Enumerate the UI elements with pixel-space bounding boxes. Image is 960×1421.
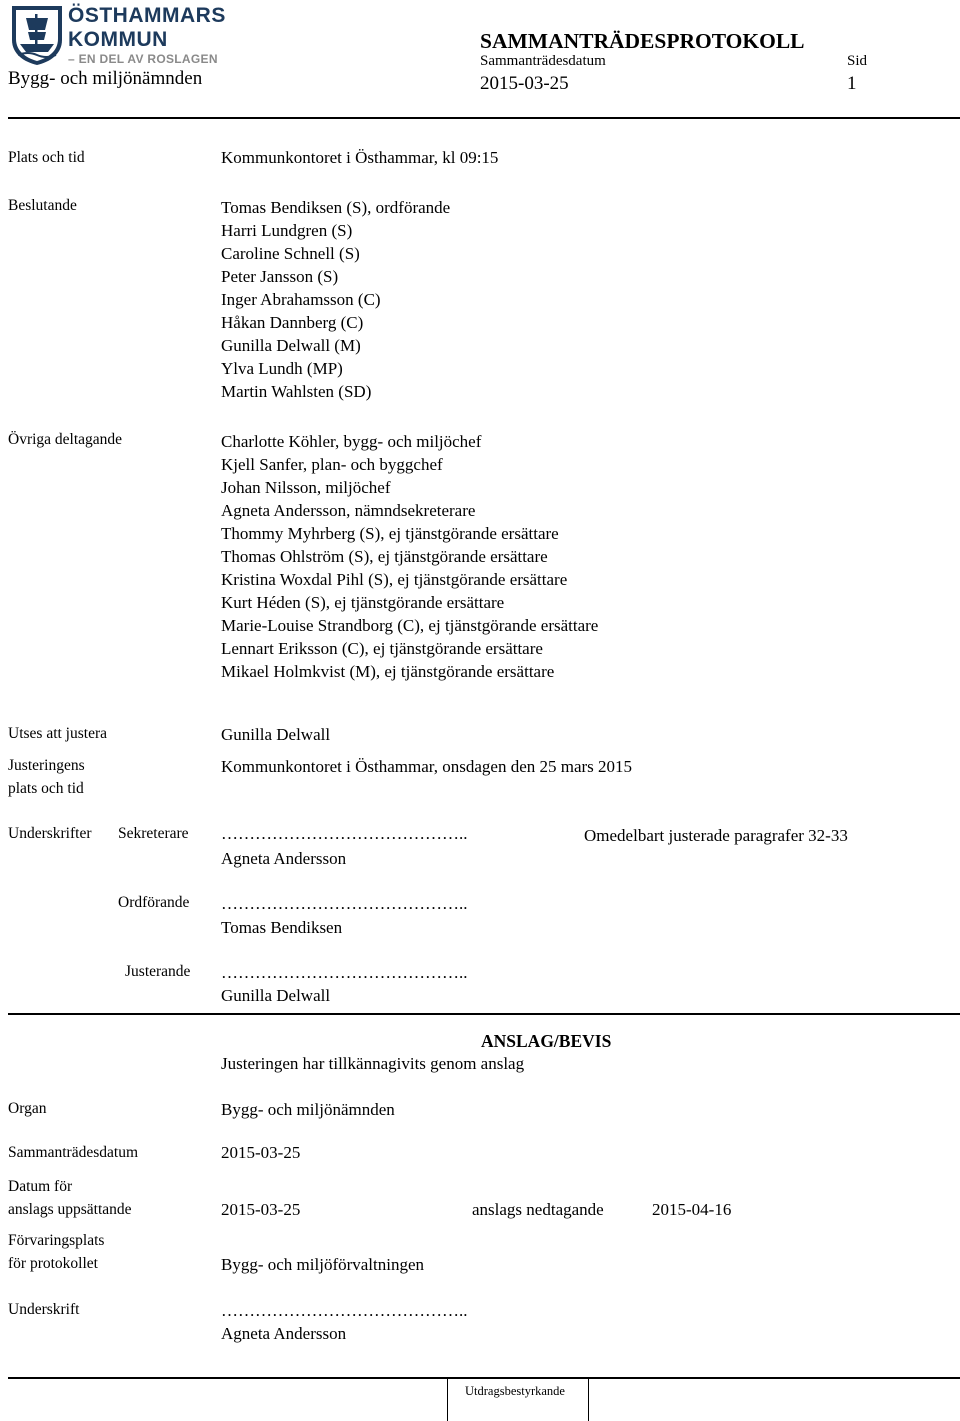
list-item: Charlotte Köhler, bygg- och miljöchef bbox=[221, 432, 482, 451]
list-item: Peter Jansson (S) bbox=[221, 267, 339, 286]
municipality-logo bbox=[8, 4, 66, 71]
page-label: Sid bbox=[847, 53, 868, 69]
list-item: Agneta Andersson, nämndsekreterare bbox=[221, 501, 476, 520]
secretary-role: Sekreterare bbox=[118, 825, 189, 842]
adjustment-place-value: Kommunkontoret i Östhammar, onsdagen den 25 mars 2015 bbox=[221, 757, 633, 776]
removed-date-label: anslags nedtagande bbox=[472, 1200, 604, 1219]
place-value: Kommunkontoret i Östhammar, kl 09:15 bbox=[221, 148, 499, 167]
list-item: Marie-Louise Strandborg (C), ej tjänstgörande ersättare bbox=[221, 616, 599, 635]
removed-date: 2015-04-16 bbox=[652, 1200, 732, 1219]
document-title: SAMMANTRÄDESPROTOKOLL bbox=[480, 29, 805, 53]
posted-date-label-2: anslags uppsättande bbox=[8, 1201, 132, 1218]
storage-value: Bygg- och miljöförvaltningen bbox=[221, 1255, 425, 1274]
storage-label-2: för protokollet bbox=[8, 1255, 98, 1272]
logo-line-2: KOMMUN bbox=[68, 28, 168, 51]
logo-line-1: ÖSTHAMMARS bbox=[68, 4, 226, 27]
adjuster-role: Justerande bbox=[125, 963, 191, 980]
list-item: Ylva Lundh (MP) bbox=[221, 359, 343, 378]
list-item: Johan Nilsson, miljöchef bbox=[221, 478, 391, 497]
secretary-name: Agneta Andersson bbox=[221, 849, 347, 868]
list-item: Kjell Sanfer, plan- och byggchef bbox=[221, 455, 443, 474]
adjuster-value: Gunilla Delwall bbox=[221, 725, 331, 744]
secretary-signature-line: …………………………………….. bbox=[221, 824, 468, 843]
committee-name: Bygg- och miljönämnden bbox=[8, 68, 203, 89]
notice-meeting-date: 2015-03-25 bbox=[221, 1143, 301, 1162]
date-label: Sammanträdesdatum bbox=[480, 53, 606, 69]
list-item: Tomas Bendiksen (S), ordförande bbox=[221, 198, 451, 217]
chair-role: Ordförande bbox=[118, 894, 190, 911]
signatures-divider bbox=[8, 1013, 960, 1015]
adjustment-place-label-1: Justeringens bbox=[8, 757, 85, 774]
organ-value: Bygg- och miljönämnden bbox=[221, 1100, 395, 1119]
posted-date-label-1: Datum för bbox=[8, 1178, 73, 1195]
signature-label: Underskrift bbox=[8, 1301, 80, 1318]
chair-signature-line: …………………………………….. bbox=[221, 894, 468, 913]
list-item: Håkan Dannberg (C) bbox=[221, 313, 364, 332]
list-item: Thommy Myhrberg (S), ej tjänstgörande ersättare bbox=[221, 524, 559, 543]
list-item: Caroline Schnell (S) bbox=[221, 244, 360, 263]
others-label: Övriga deltagande bbox=[8, 431, 123, 448]
adjusted-paragraphs-note: Omedelbart justerade paragrafer 32-33 bbox=[584, 826, 848, 845]
list-item: Gunilla Delwall (M) bbox=[221, 336, 361, 355]
header-divider bbox=[8, 117, 960, 119]
notice-subheading: Justeringen har tillkännagivits genom anslag bbox=[221, 1054, 525, 1073]
verifier-label: Utdragsbestyrkande bbox=[465, 1384, 565, 1398]
list-item: Martin Wahlsten (SD) bbox=[221, 382, 372, 401]
posted-date: 2015-03-25 bbox=[221, 1200, 301, 1219]
place-label: Plats och tid bbox=[8, 149, 85, 166]
chair-name: Tomas Bendiksen bbox=[221, 918, 343, 937]
list-item: Harri Lundgren (S) bbox=[221, 221, 353, 240]
list-item: Kurt Héden (S), ej tjänstgörande ersättare bbox=[221, 593, 505, 612]
notice-heading: ANSLAG/BEVIS bbox=[481, 1031, 612, 1051]
deciders-list bbox=[221, 196, 450, 403]
others-list bbox=[221, 430, 598, 683]
list-item: Kristina Woxdal Pihl (S), ej tjänstgörande ersättare bbox=[221, 570, 568, 589]
storage-label-1: Förvaringsplats bbox=[8, 1232, 105, 1249]
adjuster-label: Utses att justera bbox=[8, 725, 108, 742]
list-item: Inger Abrahamsson (C) bbox=[221, 290, 381, 309]
meeting-date: 2015-03-25 bbox=[480, 73, 569, 94]
notice-meeting-date-label: Sammanträdesdatum bbox=[8, 1144, 138, 1161]
adjuster-signature-line: …………………………………….. bbox=[221, 963, 468, 982]
list-item: Lennart Eriksson (C), ej tjänstgörande ersättare bbox=[221, 639, 543, 658]
notice-signature-line: …………………………………….. bbox=[221, 1301, 468, 1320]
list-item: Thomas Ohlström (S), ej tjänstgörande ersättare bbox=[221, 547, 548, 566]
adjuster-name: Gunilla Delwall bbox=[221, 986, 331, 1005]
ship-crest-icon bbox=[8, 4, 66, 66]
organ-label: Organ bbox=[8, 1100, 47, 1117]
list-item: Mikael Holmkvist (M), ej tjänstgörande ersättare bbox=[221, 662, 555, 681]
page-number: 1 bbox=[847, 73, 857, 94]
logo-line-3: – EN DEL AV ROSLAGEN bbox=[68, 52, 218, 66]
notice-signature-name: Agneta Andersson bbox=[221, 1324, 347, 1343]
deciders-label: Beslutande bbox=[8, 197, 77, 214]
adjustment-place-label-2: plats och tid bbox=[8, 780, 84, 797]
signatures-label: Underskrifter bbox=[8, 825, 92, 842]
